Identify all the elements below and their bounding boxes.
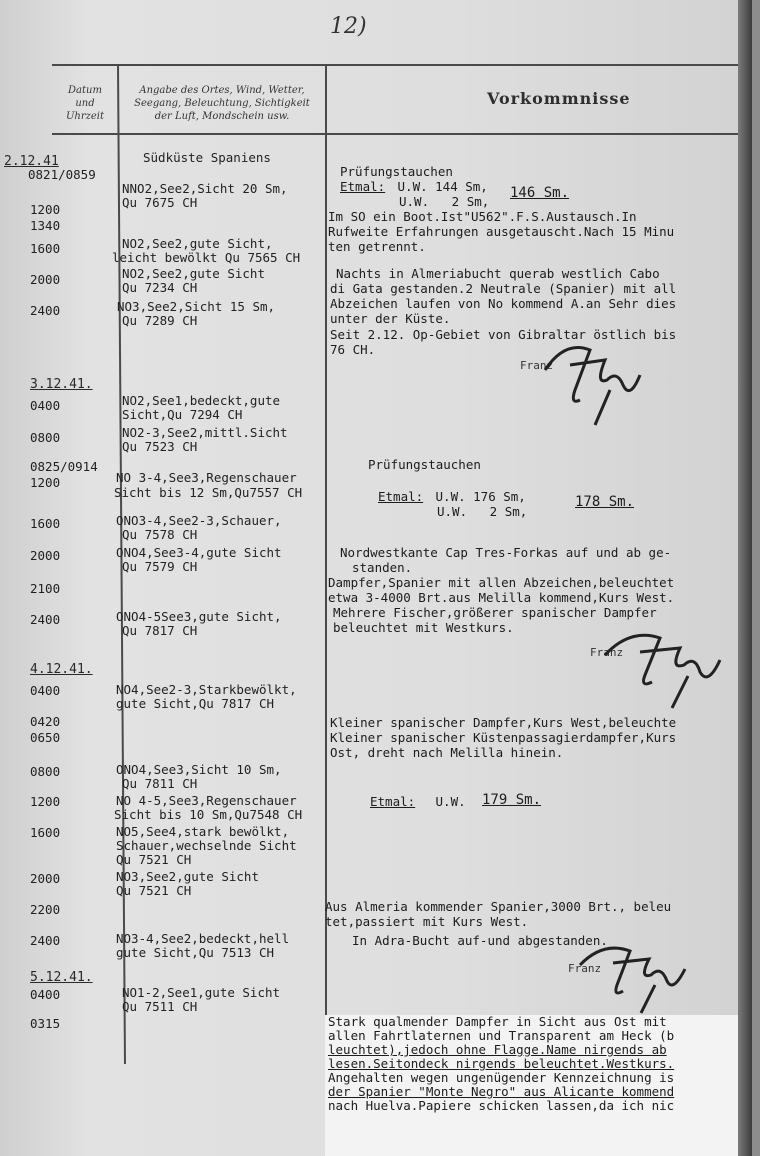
weather-line: NO3-4,See2,bedeckt,hell (116, 931, 290, 946)
header-bottom-rule (52, 133, 752, 135)
event-line: lesen.Seitondeck nirgends beleuchtet.Westkurs. (328, 1056, 675, 1071)
weather-line: NO3,See2,gute Sicht (116, 869, 259, 884)
weather-line: ONO4-5See3,gute Sicht, (116, 609, 282, 624)
event-line: Im SO ein Boot.Ist"U562".F.S.Austausch.In (328, 209, 637, 224)
time-entry: 0400 (30, 683, 61, 698)
event-heading: Prüfungstauchen (368, 457, 481, 472)
weather-line: gute Sicht,Qu 7513 CH (116, 945, 275, 960)
event-line: leuchtet),jedoch ohne Flagge.Name nirgends ab (328, 1042, 667, 1057)
weather-line: Qu 7511 CH (122, 999, 198, 1014)
time-entry: 1200 (30, 475, 61, 490)
etmal-total: 178 Sm. (575, 494, 635, 510)
event-line: di Gata gestanden.2 Neutrale (Spanier) mit all (330, 281, 677, 296)
time-entry: 0420 (30, 714, 61, 729)
time-entry: 1600 (30, 825, 61, 840)
weather-line: gute Sicht,Qu 7817 CH (116, 696, 275, 711)
time-entry: 1340 (30, 218, 61, 233)
time-entry: 2000 (30, 548, 61, 563)
event-line: unter der Küste. (330, 311, 451, 326)
etmal-total: 146 Sm. (510, 185, 570, 201)
weather-line: NO2,See2,gute Sicht (122, 266, 265, 281)
weather-line: NO 4-5,See3,Regenschauer (116, 793, 297, 808)
time-entry: 2400 (30, 933, 61, 948)
date-entry: 5.12.41. (30, 970, 93, 985)
time-entry: 0650 (30, 730, 61, 745)
signature-icon (575, 935, 695, 1015)
page-number: 12) (330, 14, 367, 39)
event-line: Abzeichen laufen von No kommend A.an Sehr dies (330, 296, 677, 311)
weather-line: Qu 7234 CH (122, 280, 198, 295)
time-entry: 1600 (30, 241, 61, 256)
event-line: Kleiner spanischer Küstenpassagierdampfer,Kurs (330, 730, 677, 745)
time-entry: 1200 (30, 794, 61, 809)
weather-line: NO2-3,See2,mittl.Sicht (122, 425, 288, 440)
weather-line: NO1-2,See1,gute Sicht (122, 985, 281, 1000)
event-heading: Prüfungstauchen (340, 164, 453, 179)
event-line: U.W. 2 Sm, (437, 504, 528, 519)
time-entry: 0315 (30, 1016, 61, 1031)
location-heading: Südküste Spaniens (143, 150, 271, 165)
weather-line: Sicht bis 10 Sm,Qu7548 CH (114, 807, 303, 822)
date-entry: 4.12.41. (30, 662, 93, 677)
weather-line: Qu 7521 CH (116, 852, 192, 867)
weather-line: NO5,See4,stark bewölkt, (116, 824, 290, 839)
weather-line: NO2,See2,gute Sicht, (122, 236, 273, 251)
signature-label: Franz (590, 646, 624, 659)
event-line: etwa 3-4000 Brt.aus Melilla kommend,Kurs West. (328, 590, 675, 605)
time-entry: 0800 (30, 430, 61, 445)
time-entry: 2000 (30, 871, 61, 886)
event-line: Rufweite Erfahrungen ausgetauscht.Nach 15 Minu (328, 224, 675, 239)
event-line: ten getrennt. (328, 239, 426, 254)
time-entry: 0821/0859 (28, 167, 96, 182)
time-entry: 1200 (30, 202, 61, 217)
event-line: Mehrere Fischer,größerer spanischer Dampfer (333, 605, 657, 620)
weather-line: ONO4,See3,Sicht 10 Sm, (116, 762, 282, 777)
weather-line: Qu 7289 CH (122, 313, 198, 328)
header-top-rule (52, 64, 752, 66)
time-entry: 1600 (30, 516, 61, 531)
weather-line: NO3,See2,Sicht 15 Sm, (117, 299, 276, 314)
time-entry: 0400 (30, 987, 61, 1002)
time-entry: 2200 (30, 902, 61, 917)
weather-line: NO 3-4,See3,Regenschauer (116, 470, 297, 485)
event-line: Nachts in Almeriabucht querab westlich Cabo (336, 266, 660, 281)
weather-line: ONO4,See3-4,gute Sicht (116, 545, 282, 560)
weather-line: Sicht bis 12 Sm,Qu7557 CH (114, 485, 303, 500)
weather-line: Schauer,wechselnde Sicht (116, 838, 297, 853)
event-line: Angehalten wegen ungenügender Kennzeichnung is (328, 1070, 675, 1085)
weather-line: Sicht,Qu 7294 CH (122, 407, 243, 422)
weather-line: Qu 7578 CH (122, 527, 198, 542)
signature-icon (600, 620, 730, 710)
weather-line: Qu 7523 CH (122, 439, 198, 454)
etmal-label: Etmal: (370, 794, 416, 809)
event-line: U.W. (428, 794, 474, 809)
page-edge-shadow (738, 0, 752, 1156)
event-line: Ost, dreht nach Melilla hinein. (330, 745, 564, 760)
event-line: standen. (352, 560, 413, 575)
event-line: tet,passiert mit Kurs West. (325, 914, 529, 929)
event-line: Nordwestkante Cap Tres-Forkas auf und ab ge- (340, 545, 672, 560)
event-line: U.W. 176 Sm, (428, 489, 526, 504)
header-col-date: Datum und Uhrzeit (65, 85, 105, 122)
event-line: Seit 2.12. Op-Gebiet von Gibraltar östlich bis (330, 327, 677, 342)
time-entry: 2400 (30, 612, 61, 627)
signature-icon (535, 330, 655, 430)
event-line: allen Fahrtlaternen und Transparent am Heck (b (328, 1028, 675, 1043)
etmal-total: 179 Sm. (482, 792, 542, 808)
event-line: Aus Almeria kommender Spanier,3000 Brt., beleu (325, 899, 672, 914)
date-entry: 3.12.41. (30, 377, 93, 392)
event-line: Kleiner spanischer Dampfer,Kurs West,beleuchte (330, 715, 677, 730)
weather-line: NO2,See1,bedeckt,gute (122, 393, 281, 408)
time-entry: 0825/0914 (30, 459, 98, 474)
weather-line: Qu 7579 CH (122, 559, 198, 574)
date-entry: 2.12.41 (4, 154, 59, 169)
header-col-weather: Angabe des Ortes, Wind, Wetter, Seegang, Beleuchtung, Sichtigkeit der Luft, Mondschein usw. (134, 85, 310, 122)
event-line: Stark qualmender Dampfer in Sicht aus Ost mit (328, 1014, 667, 1029)
event-line: U.W. 2 Sm, (399, 194, 490, 209)
weather-line: Qu 7811 CH (122, 776, 198, 791)
weather-line: Qu 7817 CH (122, 623, 198, 638)
weather-line: ONO3-4,See2-3,Schauer, (116, 513, 282, 528)
time-entry: 2000 (30, 272, 61, 287)
event-line: nach Huelva.Papiere schicken lassen,da ich nic (328, 1098, 675, 1113)
event-line: 76 CH. (330, 342, 376, 357)
etmal-label: Etmal: (340, 179, 386, 194)
weather-line: leicht bewölkt Qu 7565 CH (112, 250, 301, 265)
column-rule-weather (325, 64, 327, 1044)
signature-label: Franz (568, 962, 602, 975)
event-line: U.W. 144 Sm, (390, 179, 488, 194)
event-line: Dampfer,Spanier mit allen Abzeichen,beleuchtet (328, 575, 675, 590)
header-col-events: Vorkommnisse (487, 89, 631, 108)
event-line: der Spanier "Monte Negro" aus Alicante kommend (328, 1084, 675, 1099)
weather-line: Qu 7521 CH (116, 883, 192, 898)
event-line: beleuchtet mit Westkurs. (333, 620, 514, 635)
time-entry: 2400 (30, 303, 61, 318)
signature-label: Franz (520, 359, 554, 372)
time-entry: 0400 (30, 398, 61, 413)
time-entry: 0800 (30, 764, 61, 779)
weather-line: NO4,See2-3,Starkbewölkt, (116, 682, 297, 697)
time-entry: 2100 (30, 581, 61, 596)
etmal-label: Etmal: (378, 489, 424, 504)
weather-line: NNO2,See2,Sicht 20 Sm, (122, 181, 288, 196)
event-line: In Adra-Bucht auf-und abgestanden. (352, 933, 608, 948)
weather-line: Qu 7675 CH (122, 195, 198, 210)
